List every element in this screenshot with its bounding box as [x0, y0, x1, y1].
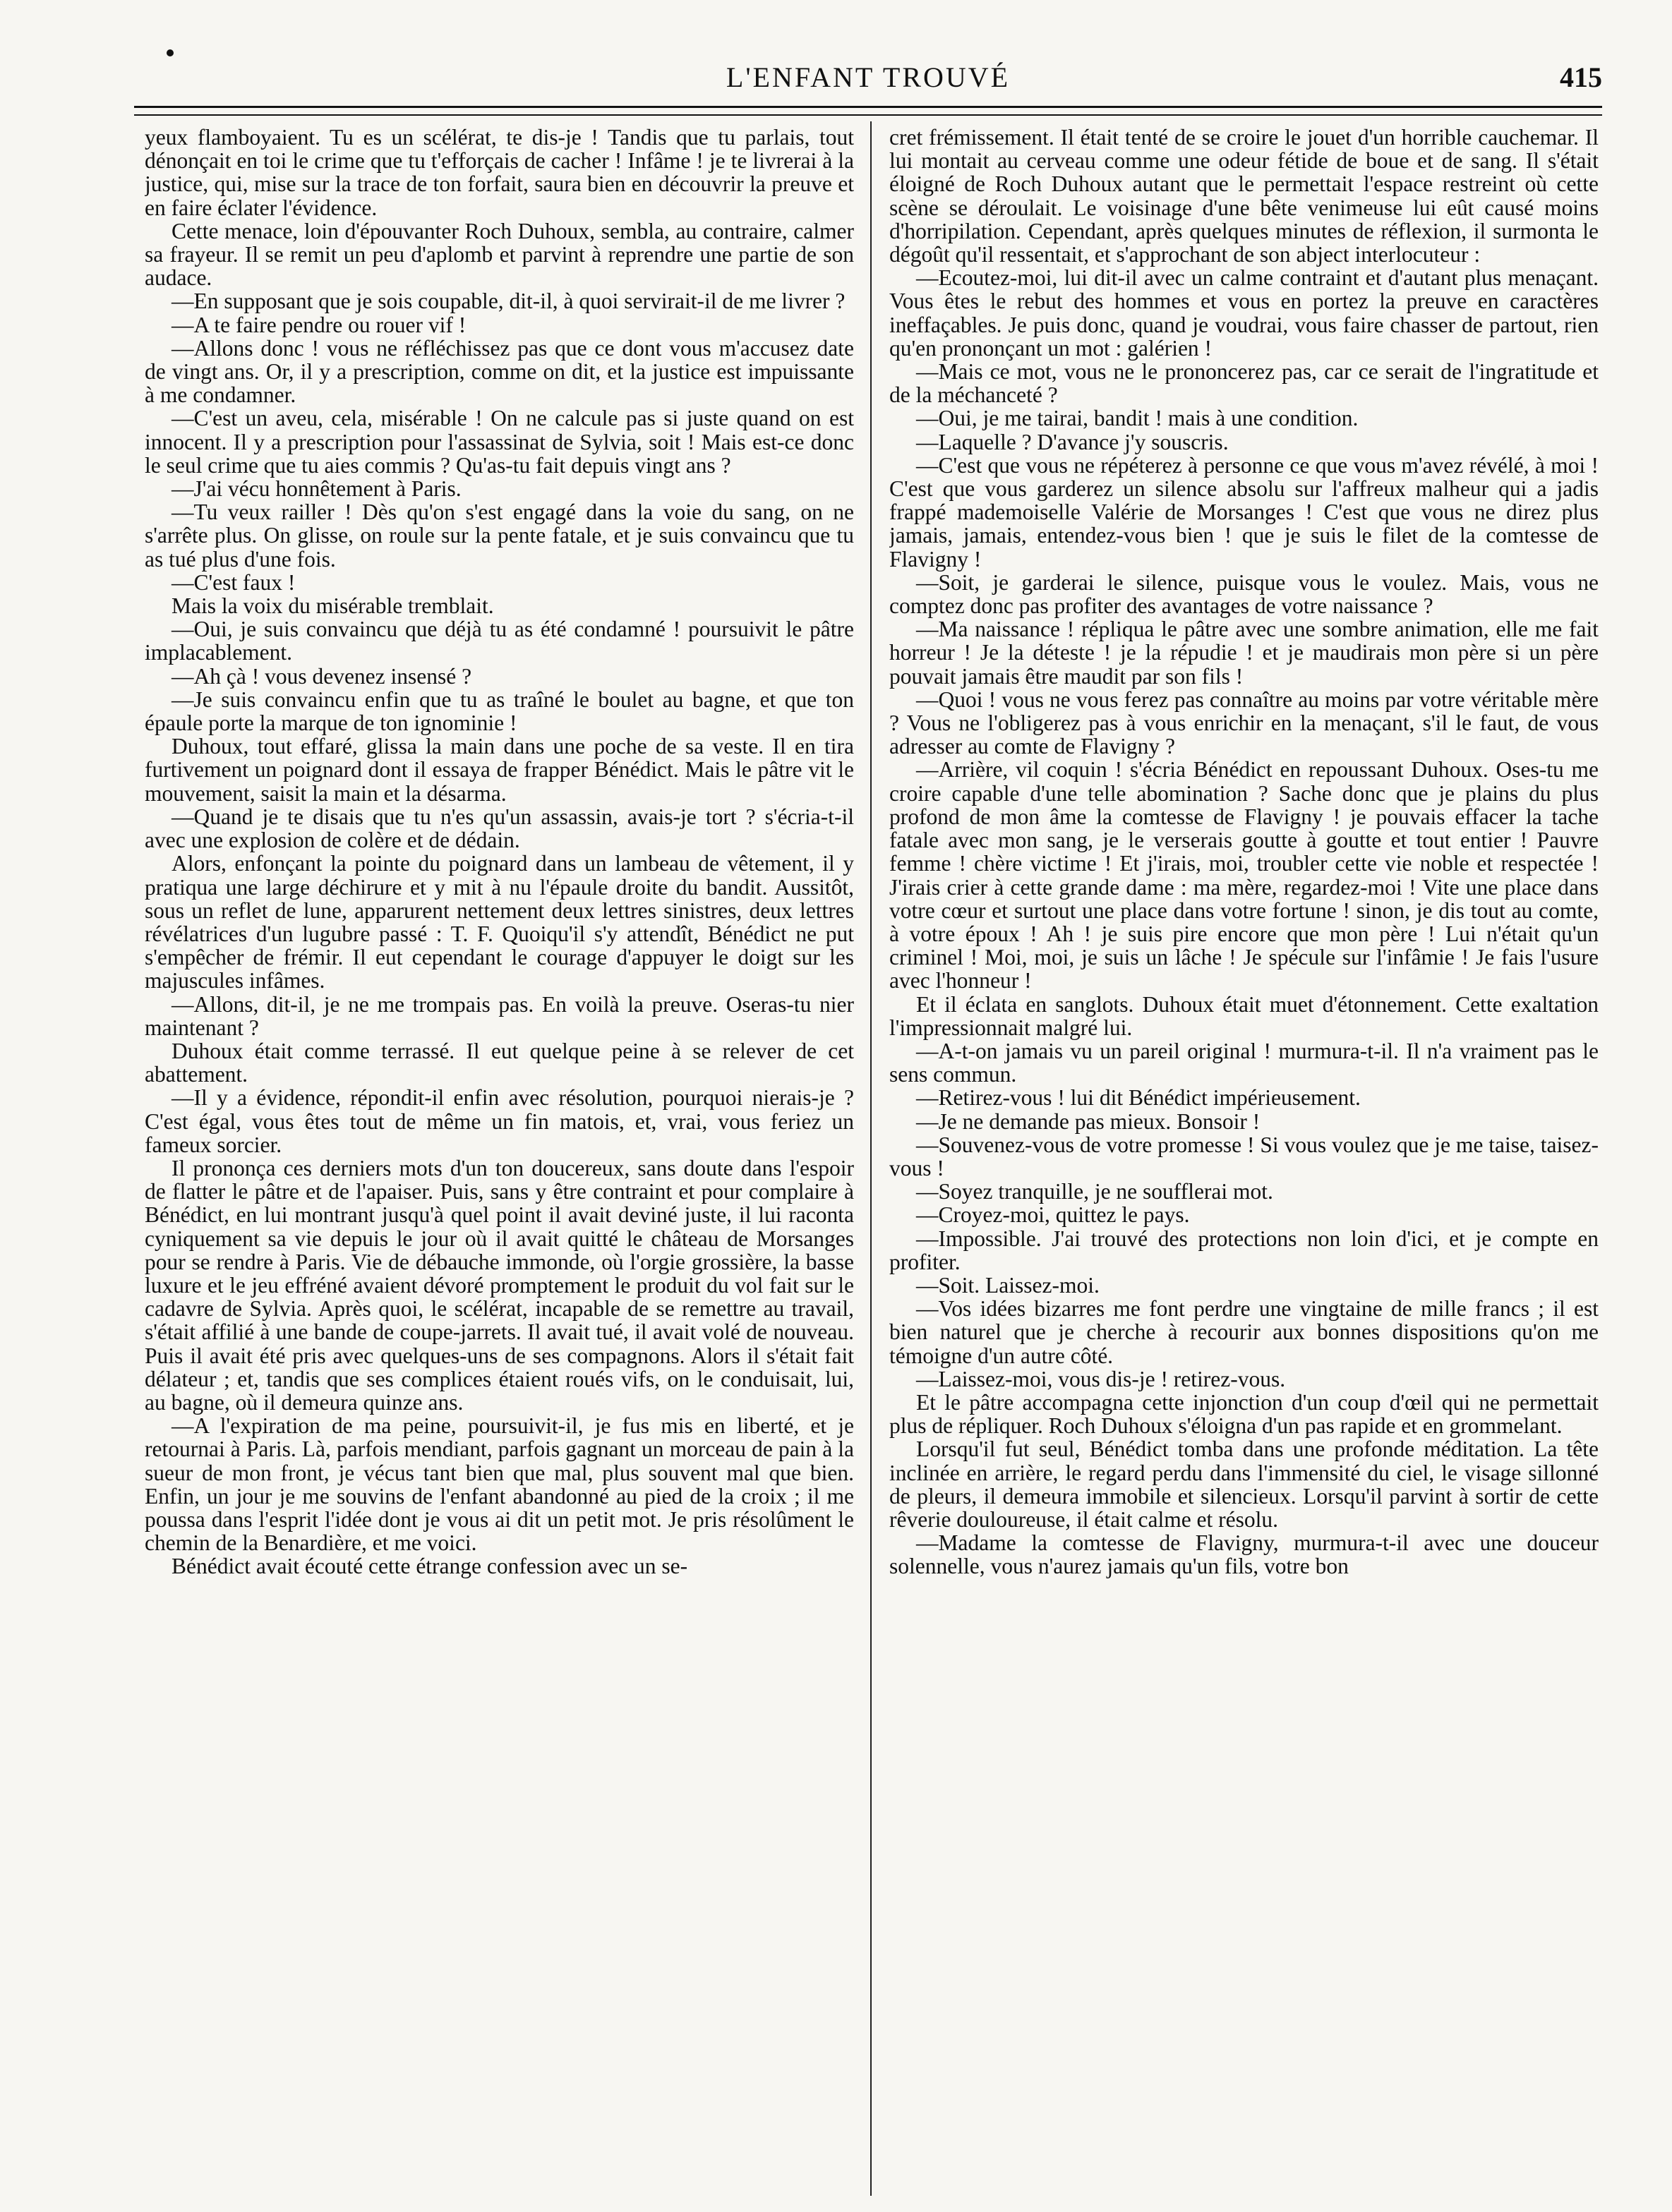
- paragraph: —Soyez tranquille, je ne soufflerai mot.: [916, 1179, 1273, 1204]
- paragraph: —Souvenez-vous de votre promesse ! Si vous voulez que je me taise, taisez-vous !: [889, 1132, 1599, 1180]
- paragraph: Bénédict avait écouté cette étrange confession avec un se-: [172, 1554, 688, 1579]
- paragraph: —Laquelle ? D'avance j'y souscris.: [916, 429, 1229, 454]
- paragraph: —Ah çà ! vous devenez insensé ?: [172, 663, 472, 689]
- paragraph: —Je ne demande pas mieux. Bonsoir !: [916, 1108, 1261, 1134]
- paragraph: —Retirez-vous ! lui dit Bénédict impérieusement.: [916, 1085, 1361, 1111]
- paragraph: —Mais ce mot, vous ne le prononcerez pas, car ce serait de l'ingratitude et de la méchanceté ?: [889, 359, 1599, 408]
- paragraph: —En supposant que je sois coupable, dit-il, à quoi servirait-il de me livrer ?: [172, 289, 846, 314]
- paragraph: cret frémissement. Il était tenté de se croire le jouet d'un horrible cauchemar. Il lui montait au cerveau comme une odeur fétide de boue et de sang. Il s'était éloigné de Roch Duhoux autant que le permettait l'espace restreint où cette scène se déroulait. Le voisinage d'une bête venimeuse lui eût causé moins d'horripilation. Cependant, après quelques minutes de réflexion, il surmonta le dégoût qu'il ressentait, et s'approchant de son abject interlocuteur :: [889, 126, 1599, 267]
- paragraph: Cette menace, loin d'épouvanter Roch Duhoux, sembla, au contraire, calmer sa frayeur. Il se remit un peu d'aplomb et parvint à reprendre une partie de son audace.: [145, 218, 854, 291]
- paragraph: —Quoi ! vous ne vous ferez pas connaître au moins par votre véritable mère ? Vous ne l'obligerez pas à vous enrichir en la menaçant, s'il le faut, de vous adresser au comte de Flavigny ?: [889, 687, 1599, 759]
- paragraph: —C'est un aveu, cela, misérable ! On ne calcule pas si juste quand on est innocent. Il y a prescription pour l'assassinat de Sylvia, soit ! Mais est-ce donc le seul crime que tu aies commis ? Qu'as-tu fait depuis vingt ans ?: [145, 406, 854, 478]
- paragraph: —Quand je te disais que tu n'es qu'un assassin, avais-je tort ? s'écria-t-il avec une explosion de colère et de dédain.: [145, 804, 854, 853]
- column-divider: [870, 121, 872, 2196]
- page-header: [134, 61, 1602, 103]
- paragraph: —C'est faux !: [172, 569, 296, 595]
- page-number: 415: [1560, 61, 1602, 93]
- paragraph: Et il éclata en sanglots. Duhoux était muet d'étonnement. Cette exaltation l'impressionnait malgré lui.: [889, 991, 1599, 1040]
- paragraph: Duhoux, tout effaré, glissa la main dans une poche de sa veste. Il en tira furtivement un poignard dont il essaya de frapper Bénédict. Mais le pâtre vit le mouvement, saisit la main et la désarma.: [145, 734, 854, 806]
- paragraph: yeux flamboyaient. Tu es un scélérat, te dis-je ! Tandis que tu parlais, tout dénonçait en toi le crime que tu t'efforçais de cacher ! Infâme ! je te livrerai à la justice, qui, mise sur la trace de ton forfait, saura bien en découvrir la preuve et en faire éclater l'évidence.: [145, 126, 854, 220]
- paragraph: —Laissez-moi, vous dis-je ! retirez-vous.: [916, 1366, 1286, 1391]
- paragraph: Mais la voix du misérable tremblait.: [172, 593, 494, 619]
- paragraph: —Allons, dit-il, je ne me trompais pas. En voilà la preuve. Oseras-tu nier maintenant ?: [145, 991, 854, 1040]
- running-title: L'ENFANT TROUVÉ: [726, 61, 1011, 93]
- paragraph: —A-t-on jamais vu un pareil original ! murmura-t-il. Il n'a vraiment pas le sens commun.: [889, 1038, 1599, 1087]
- paragraph: —Soit, je garderai le silence, puisque vous le voulez. Mais, vous ne comptez donc pas profiter des avantages de votre naissance ?: [889, 569, 1599, 619]
- paragraph: —C'est que vous ne répéterez à personne ce que vous m'avez révélé, à moi ! C'est que vous garderez un silence absolu sur l'affreux malheur qui a jadis frappé mademoiselle Valérie de Morsanges ! C'est que vous ne direz plus jamais, jamais, entendez-vous bien ! que je suis le filet de la comtesse de Flavigny !: [889, 452, 1599, 572]
- paragraph: —Soit. Laissez-moi.: [916, 1272, 1100, 1298]
- paragraph: —Ma naissance ! répliqua le pâtre avec une sombre animation, elle me fait horreur ! Je la déteste ! je la répudie ! et je maudirais mon père si un père pouvait jamais être maudit par son fils !: [889, 617, 1599, 689]
- ink-dot: [167, 49, 174, 56]
- paragraph: —Ecoutez-moi, lui dit-il avec un calme contraint et d'autant plus menaçant. Vous êtes le rebut des hommes et vous en portez la preuve en caractères ineffaçables. Je puis donc, quand je voudrai, vous faire chasser de partout, rien qu'en prononçant un mot : galérien !: [889, 265, 1599, 361]
- paragraph: —Allons donc ! vous ne réfléchissez pas que ce dont vous m'accusez date de vingt ans. Or, il y a prescription, comme on dit, et la justice est impuissante à me condamner.: [145, 335, 854, 408]
- paragraph: —A l'expiration de ma peine, poursuivit-il, je fus mis en liberté, et je retournai à Paris. Là, parfois mendiant, parfois gagnant un morceau de pain à la sueur de mon front, je vécus tant bien que mal, plus souvent mal que bien. Enfin, un jour je me souvins de l'enfant abandonné au pied de la croix ; il me poussa dans l'esprit l'idée dont je vous ai dit un petit mot. Je pris résolûment le chemin de la Benardière, et me voici.: [145, 1413, 854, 1556]
- paragraph: Duhoux était comme terrassé. Il eut quelque peine à se relever de cet abattement.: [145, 1038, 854, 1087]
- paragraph: —Croyez-moi, quittez le pays.: [916, 1202, 1190, 1228]
- paragraph: Et le pâtre accompagna cette injonction d'un coup d'œil qui ne permettait plus de répliquer. Roch Duhoux s'éloigna d'un pas rapide et en grommelant.: [889, 1389, 1599, 1439]
- paragraph: —Il y a évidence, répondit-il enfin avec résolution, pourquoi nierais-je ? C'est égal, vous êtes tout de même un fin matois, et, vrai, vous feriez un fameux sorcier.: [145, 1085, 854, 1157]
- header-rule-bottom: [134, 114, 1602, 116]
- paragraph: —Vos idées bizarres me font perdre une vingtaine de mille francs ; il est bien naturel que je cherche à recourir aux bonnes dispositions qu'on me témoigne d'un autre côté.: [889, 1296, 1599, 1368]
- right-column: [889, 126, 1599, 2193]
- paragraph: —Impossible. J'ai trouvé des protections non loin d'ici, et je compte en profiter.: [889, 1226, 1599, 1274]
- paragraph: —Je suis convaincu enfin que tu as traîné le boulet au bagne, et que ton épaule porte la marque de ton ignominie !: [145, 687, 854, 736]
- paragraph: —J'ai vécu honnêtement à Paris.: [172, 476, 462, 502]
- paragraph: —A te faire pendre ou rouer vif !: [172, 312, 467, 337]
- paragraph: —Oui, je me tairai, bandit ! mais à une condition.: [916, 406, 1359, 431]
- paragraph: —Madame la comtesse de Flavigny, murmura-t-il avec une douceur solennelle, vous n'aurez jamais qu'un fils, votre bon: [889, 1530, 1599, 1579]
- paragraph: Alors, enfonçant la pointe du poignard dans un lambeau de vêtement, il y pratiqua une large déchirure et y mit à nu l'épaule droite du bandit. Aussitôt, sous un reflet de lune, apparurent nettement deux lettres sinistres, deux lettres révélatrices d'un lugubre passé : T. F. Quoiqu'il s'y attendît, Bénédict ne put s'empêcher de frémir. Il eut cependant le courage d'appuyer le doigt sur les majuscules infâmes.: [145, 851, 854, 993]
- left-column: [145, 126, 854, 2193]
- paragraph: —Tu veux railler ! Dès qu'on s'est engagé dans la voie du sang, on ne s'arrête plus. On glisse, on roule sur la pente fatale, et je suis convaincu que tu as tué plus d'une fois.: [145, 500, 854, 572]
- paragraph: Il prononça ces derniers mots d'un ton doucereux, sans doute dans l'espoir de flatter le pâtre et de l'apaiser. Puis, sans y être contraint et pour complaire à Bénédict, en lui montrant jusqu'à quel point il avait deviné juste, il lui raconta cyniquement sa vie depuis le jour où il avait quitté le château de Morsanges pour se rendre à Paris. Vie de débauche immonde, où l'orgie grossière, la basse luxure et le jeu effréné avaient dévoré promptement le produit du vol fait sur le cadavre de Sylvia. Après quoi, le scélérat, incapable de se remettre au travail, s'était affilié à une bande de coupe-jarrets. Il avait tué, il avait volé de nouveau. Puis il avait été pris avec quelques-uns de ses compagnons. Alors il s'était fait délateur ; et, tandis que ses complices étaient roués vifs, on le conduisait, lui, au bagne, où il demeura quinze ans.: [145, 1155, 854, 1415]
- paragraph: —Arrière, vil coquin ! s'écria Bénédict en repoussant Duhoux. Oses-tu me croire capable d'une telle abomination ? Sache donc que je plains du plus profond de mon âme la comtesse de Flavigny ! je pouvais effacer la tache fatale avec mon sang, je le verserais goutte à goutte et tout entier ! Pauvre femme ! chère victime ! Et j'irais, moi, troubler cette vie noble et respectée ! J'irais crier à cette grande dame : ma mère, regardez-moi ! Vite une place dans votre cœur et surtout une place dans votre fortune ! sinon, je dis tout au comte, à votre époux ! Ah ! je suis pire encore que mon père ! Lui n'était qu'un criminel ! Moi, moi, je suis un lâche ! Je spécule sur l'infâmie ! Je fais l'usure avec l'honneur !: [889, 757, 1599, 993]
- paragraph: Lorsqu'il fut seul, Bénédict tomba dans une profonde méditation. La tête inclinée en arrière, le regard perdu dans l'immensité du ciel, le visage sillonné de pleurs, il demeura immobile et silencieux. Lorsqu'il parvint à sortir de cette rêverie douloureuse, il était calme et résolu.: [889, 1437, 1599, 1532]
- paragraph: —Oui, je suis convaincu que déjà tu as été condamné ! poursuivit le pâtre implacablement.: [145, 617, 854, 665]
- header-rule-top: [134, 106, 1602, 108]
